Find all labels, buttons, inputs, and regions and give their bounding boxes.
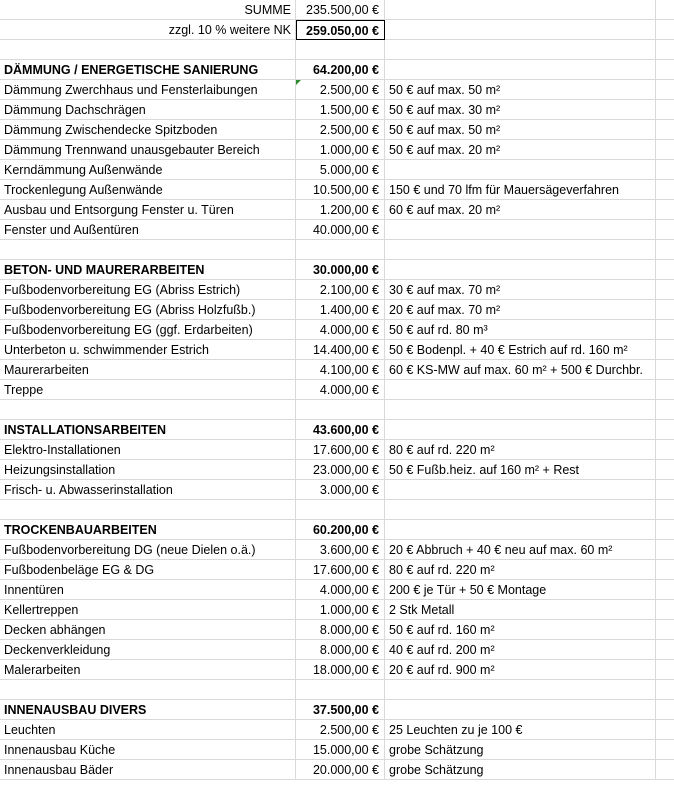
item-amount[interactable]: 4.100,00 € <box>296 360 385 380</box>
item-label[interactable]: Innentüren <box>0 580 296 600</box>
empty-cell[interactable] <box>656 280 674 300</box>
item-note[interactable]: 50 € auf rd. 160 m² <box>385 620 656 640</box>
empty-cell[interactable] <box>296 40 385 60</box>
empty-cell[interactable] <box>656 460 674 480</box>
section-note[interactable] <box>385 420 656 440</box>
item-label[interactable]: Malerarbeiten <box>0 660 296 680</box>
section-amount[interactable]: 64.200,00 € <box>296 60 385 80</box>
item-note[interactable]: 150 € und 70 lfm für Mauersägeverfahren <box>385 180 656 200</box>
item-label[interactable]: Kerndämmung Außenwände <box>0 160 296 180</box>
empty-cell[interactable] <box>656 300 674 320</box>
item-note[interactable] <box>385 220 656 240</box>
empty-row <box>0 240 674 260</box>
cost-item-row <box>0 80 674 100</box>
section-header-row <box>0 420 674 440</box>
item-label[interactable]: Fußbodenvorbereitung DG (neue Dielen o.ä.) <box>0 540 296 560</box>
empty-cell[interactable] <box>656 400 674 420</box>
cost-item-row <box>0 220 674 240</box>
item-label[interactable]: Kellertreppen <box>0 600 296 620</box>
section-amount[interactable]: 60.200,00 € <box>296 520 385 540</box>
section-header-row <box>0 520 674 540</box>
item-note[interactable]: 20 € auf rd. 900 m² <box>385 660 656 680</box>
cost-item-row <box>0 120 674 140</box>
empty-cell[interactable] <box>0 40 296 60</box>
cost-item-row <box>0 740 674 760</box>
item-amount[interactable]: 18.000,00 € <box>296 660 385 680</box>
empty-cell[interactable] <box>656 120 674 140</box>
comment-indicator-icon <box>296 80 301 85</box>
item-note[interactable] <box>385 160 656 180</box>
empty-cell[interactable] <box>656 60 674 80</box>
item-note[interactable]: 50 € auf max. 50 m² <box>385 80 656 100</box>
item-note[interactable]: 30 € auf max. 70 m² <box>385 280 656 300</box>
item-amount[interactable] <box>296 680 385 700</box>
summe-label[interactable]: SUMME <box>0 0 296 20</box>
empty-cell[interactable] <box>385 0 656 20</box>
item-amount[interactable]: 23.000,00 € <box>296 460 385 480</box>
cost-item-row <box>0 300 674 320</box>
section-note[interactable] <box>385 700 656 720</box>
empty-row <box>0 40 674 60</box>
empty-cell[interactable] <box>656 200 674 220</box>
empty-cell[interactable] <box>656 760 674 780</box>
item-label[interactable]: Fußbodenbeläge EG & DG <box>0 560 296 580</box>
empty-cell[interactable] <box>656 660 674 680</box>
item-note[interactable] <box>385 500 656 520</box>
item-note[interactable] <box>385 680 656 700</box>
section-label[interactable]: DÄMMUNG / ENERGETISCHE SANIERUNG <box>0 60 296 80</box>
item-amount[interactable]: 40.000,00 € <box>296 220 385 240</box>
item-amount[interactable]: 10.500,00 € <box>296 180 385 200</box>
item-note[interactable]: 60 € auf max. 20 m² <box>385 200 656 220</box>
cost-item-row <box>0 100 674 120</box>
empty-cell[interactable] <box>656 160 674 180</box>
empty-cell[interactable] <box>656 620 674 640</box>
empty-cell[interactable] <box>656 360 674 380</box>
cost-item-row <box>0 360 674 380</box>
item-label[interactable]: Frisch- u. Abwasserinstallation <box>0 480 296 500</box>
cost-item-row <box>0 660 674 680</box>
cost-item-row <box>0 760 674 780</box>
item-amount[interactable]: 1.000,00 € <box>296 600 385 620</box>
empty-cell[interactable] <box>656 560 674 580</box>
item-label[interactable] <box>0 680 296 700</box>
item-amount[interactable] <box>296 240 385 260</box>
section-label[interactable]: INNENAUSBAU DIVERS <box>0 700 296 720</box>
item-note[interactable]: 50 € auf rd. 80 m³ <box>385 320 656 340</box>
empty-cell[interactable] <box>656 260 674 280</box>
cost-item-row <box>0 320 674 340</box>
item-amount[interactable]: 2.500,00 € <box>296 80 385 100</box>
item-amount[interactable]: 14.400,00 € <box>296 340 385 360</box>
item-label[interactable]: Trockenlegung Außenwände <box>0 180 296 200</box>
section-note[interactable] <box>385 520 656 540</box>
section-amount[interactable]: 30.000,00 € <box>296 260 385 280</box>
nk-value[interactable]: 259.050,00 € <box>296 20 385 40</box>
cost-item-row <box>0 640 674 660</box>
item-label[interactable]: Innenausbau Küche <box>0 740 296 760</box>
empty-cell[interactable] <box>656 100 674 120</box>
empty-cell[interactable] <box>656 420 674 440</box>
summe-row <box>0 0 674 20</box>
empty-cell[interactable] <box>385 20 656 40</box>
item-amount[interactable]: 17.600,00 € <box>296 440 385 460</box>
empty-cell[interactable] <box>656 180 674 200</box>
item-note[interactable]: 40 € auf rd. 200 m² <box>385 640 656 660</box>
empty-row <box>0 680 674 700</box>
section-label[interactable]: INSTALLATIONSARBEITEN <box>0 420 296 440</box>
item-note[interactable]: 20 € Abbruch + 40 € neu auf max. 60 m² <box>385 540 656 560</box>
empty-cell[interactable] <box>656 640 674 660</box>
section-note[interactable] <box>385 60 656 80</box>
empty-row <box>0 400 674 420</box>
item-note[interactable]: 50 € auf max. 50 m² <box>385 120 656 140</box>
item-note[interactable]: 80 € auf rd. 220 m² <box>385 560 656 580</box>
cost-item-row <box>0 380 674 400</box>
section-note[interactable] <box>385 260 656 280</box>
nk-label[interactable]: zzgl. 10 % weitere NK <box>0 20 296 40</box>
item-amount[interactable]: 1.400,00 € <box>296 300 385 320</box>
item-note[interactable]: grobe Schätzung <box>385 740 656 760</box>
item-label[interactable]: Elektro-Installationen <box>0 440 296 460</box>
empty-cell[interactable] <box>656 140 674 160</box>
item-note[interactable] <box>385 240 656 260</box>
item-label[interactable]: Fenster und Außentüren <box>0 220 296 240</box>
cost-item-row <box>0 540 674 560</box>
empty-cell[interactable] <box>656 220 674 240</box>
cost-item-row <box>0 200 674 220</box>
item-note[interactable]: 2 Stk Metall <box>385 600 656 620</box>
item-note[interactable]: 50 € auf max. 20 m² <box>385 140 656 160</box>
item-note[interactable]: 200 € je Tür + 50 € Montage <box>385 580 656 600</box>
item-label[interactable]: Innenausbau Bäder <box>0 760 296 780</box>
empty-cell[interactable] <box>656 480 674 500</box>
cost-item-row <box>0 140 674 160</box>
item-label[interactable]: Dämmung Zwerchhaus und Fensterlaibungen <box>0 80 296 100</box>
item-amount[interactable]: 3.600,00 € <box>296 540 385 560</box>
section-header-row <box>0 60 674 80</box>
section-header-row <box>0 260 674 280</box>
empty-cell[interactable] <box>656 580 674 600</box>
item-label[interactable]: Ausbau und Entsorgung Fenster u. Türen <box>0 200 296 220</box>
section-header-row <box>0 700 674 720</box>
empty-cell[interactable] <box>656 600 674 620</box>
nk-row <box>0 20 674 40</box>
cost-item-row <box>0 440 674 460</box>
item-note[interactable]: grobe Schätzung <box>385 760 656 780</box>
empty-cell[interactable] <box>656 700 674 720</box>
item-label[interactable]: Fußbodenvorbereitung EG (ggf. Erdarbeiten) <box>0 320 296 340</box>
cost-item-row <box>0 480 674 500</box>
item-label[interactable] <box>0 400 296 420</box>
section-amount[interactable]: 37.500,00 € <box>296 700 385 720</box>
empty-row <box>0 500 674 520</box>
empty-cell[interactable] <box>385 40 656 60</box>
item-label[interactable]: Treppe <box>0 380 296 400</box>
item-label[interactable]: Fußbodenvorbereitung EG (Abriss Estrich) <box>0 280 296 300</box>
empty-cell[interactable] <box>656 20 674 40</box>
item-label[interactable] <box>0 500 296 520</box>
item-amount[interactable]: 4.000,00 € <box>296 320 385 340</box>
cost-item-row <box>0 160 674 180</box>
item-label[interactable]: Maurerarbeiten <box>0 360 296 380</box>
section-label[interactable]: TROCKENBAUARBEITEN <box>0 520 296 540</box>
item-label[interactable]: Dämmung Trennwand unausgebauter Bereich <box>0 140 296 160</box>
item-amount[interactable]: 1.000,00 € <box>296 140 385 160</box>
empty-cell[interactable] <box>656 0 674 20</box>
item-note[interactable]: 50 € Fußb.heiz. auf 160 m² + Rest <box>385 460 656 480</box>
item-amount[interactable]: 5.000,00 € <box>296 160 385 180</box>
empty-cell[interactable] <box>656 740 674 760</box>
cost-item-row <box>0 580 674 600</box>
item-label[interactable]: Deckenverkleidung <box>0 640 296 660</box>
item-label[interactable]: Fußbodenvorbereitung EG (Abriss Holzfußb.) <box>0 300 296 320</box>
empty-cell[interactable] <box>656 380 674 400</box>
item-label[interactable]: Dämmung Dachschrägen <box>0 100 296 120</box>
item-note[interactable]: 60 € KS-MW auf max. 60 m² + 500 € Durchbr. <box>385 360 656 380</box>
empty-cell[interactable] <box>656 240 674 260</box>
empty-cell[interactable] <box>656 720 674 740</box>
item-note[interactable]: 25 Leuchten zu je 100 € <box>385 720 656 740</box>
item-amount[interactable]: 3.000,00 € <box>296 480 385 500</box>
cost-item-row <box>0 560 674 580</box>
empty-cell[interactable] <box>656 540 674 560</box>
empty-cell[interactable] <box>656 40 674 60</box>
empty-cell[interactable] <box>656 680 674 700</box>
cost-item-row <box>0 720 674 740</box>
item-amount[interactable] <box>296 500 385 520</box>
item-amount[interactable]: 1.200,00 € <box>296 200 385 220</box>
item-amount[interactable]: 8.000,00 € <box>296 620 385 640</box>
item-amount[interactable]: 2.500,00 € <box>296 120 385 140</box>
item-label[interactable]: Heizungsinstallation <box>0 460 296 480</box>
item-label[interactable]: Leuchten <box>0 720 296 740</box>
empty-cell[interactable] <box>656 440 674 460</box>
item-amount[interactable]: 2.500,00 € <box>296 720 385 740</box>
item-amount[interactable]: 8.000,00 € <box>296 640 385 660</box>
item-note[interactable]: 50 € Bodenpl. + 40 € Estrich auf rd. 160 m² <box>385 340 656 360</box>
item-amount[interactable]: 15.000,00 € <box>296 740 385 760</box>
item-amount[interactable]: 2.100,00 € <box>296 280 385 300</box>
cost-item-row <box>0 600 674 620</box>
empty-cell[interactable] <box>656 80 674 100</box>
item-note[interactable]: 20 € auf max. 70 m² <box>385 300 656 320</box>
cost-item-row <box>0 280 674 300</box>
item-amount[interactable]: 20.000,00 € <box>296 760 385 780</box>
cost-item-row <box>0 460 674 480</box>
item-amount[interactable]: 17.600,00 € <box>296 560 385 580</box>
item-amount[interactable]: 1.500,00 € <box>296 100 385 120</box>
item-amount[interactable] <box>296 400 385 420</box>
item-note[interactable]: 80 € auf rd. 220 m² <box>385 440 656 460</box>
item-note[interactable] <box>385 400 656 420</box>
empty-cell[interactable] <box>656 340 674 360</box>
item-note[interactable]: 50 € auf max. 30 m² <box>385 100 656 120</box>
item-note[interactable] <box>385 380 656 400</box>
cost-item-row <box>0 180 674 200</box>
section-amount[interactable]: 43.600,00 € <box>296 420 385 440</box>
summe-value[interactable]: 235.500,00 € <box>296 0 385 20</box>
item-label[interactable]: Decken abhängen <box>0 620 296 640</box>
item-amount[interactable]: 4.000,00 € <box>296 380 385 400</box>
empty-cell[interactable] <box>656 320 674 340</box>
item-amount[interactable]: 4.000,00 € <box>296 580 385 600</box>
empty-cell[interactable] <box>656 500 674 520</box>
item-label[interactable]: Dämmung Zwischendecke Spitzboden <box>0 120 296 140</box>
cost-item-row <box>0 620 674 640</box>
item-label[interactable] <box>0 240 296 260</box>
cost-item-row <box>0 340 674 360</box>
item-note[interactable] <box>385 480 656 500</box>
item-label[interactable]: Unterbeton u. schwimmender Estrich <box>0 340 296 360</box>
section-label[interactable]: BETON- UND MAURERARBEITEN <box>0 260 296 280</box>
empty-cell[interactable] <box>656 520 674 540</box>
